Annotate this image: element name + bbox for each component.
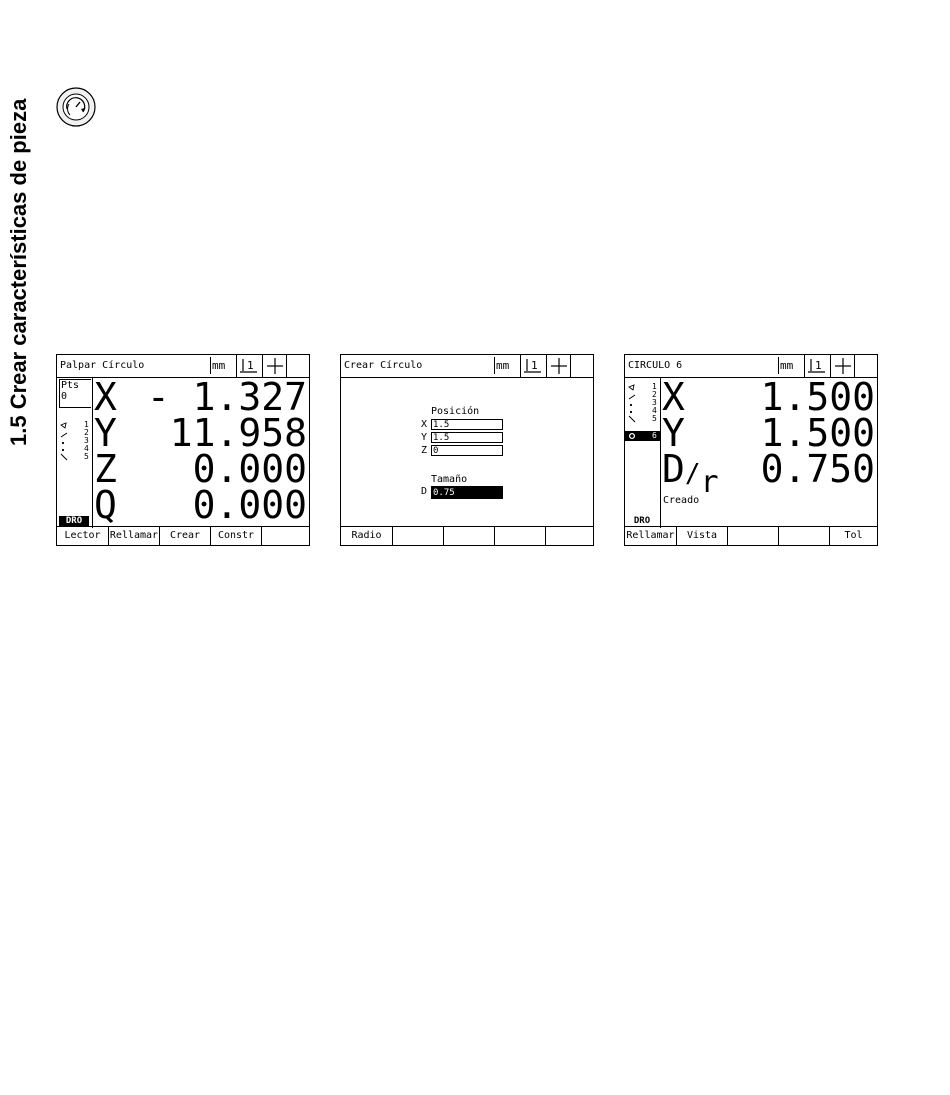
datum-ref-icon (237, 355, 263, 377)
dro-tab[interactable]: DRO (627, 516, 657, 526)
softkey-bar (57, 526, 309, 545)
datum-ref-icon (521, 355, 547, 377)
screen-title: Palpar Círculo (60, 360, 145, 371)
title-bar-blank-cell (570, 355, 594, 377)
softkey-blank-4[interactable] (778, 527, 829, 545)
size-d-input[interactable]: 0.75 (431, 486, 503, 499)
units-indicator[interactable]: mm (210, 357, 236, 374)
softkey-bar (625, 526, 877, 545)
axis-y-value: 11.958 (169, 411, 307, 455)
softkey-radio[interactable]: Radio (351, 530, 382, 541)
axis-x-label: X (662, 375, 685, 419)
softkey-tol[interactable]: Tol (829, 527, 877, 545)
points-value: 0 (61, 391, 68, 402)
dr-label-d: D (662, 447, 685, 491)
screen-title: CIRCULO 6 (628, 360, 683, 371)
crosshair-indicator[interactable] (546, 355, 571, 377)
feature-list-panel (57, 377, 93, 528)
status-text: Creado (663, 495, 700, 506)
dial-knob-icon (56, 87, 96, 127)
softkey-lector[interactable]: Lector (64, 530, 101, 541)
dr-label-r: r (700, 465, 719, 500)
ref-number: 1 (531, 359, 538, 372)
position-heading: Posición (431, 406, 480, 417)
ref-number: 1 (815, 359, 822, 372)
softkey-blank-2[interactable] (392, 527, 443, 545)
units-indicator[interactable]: mm (778, 357, 804, 374)
position-z-input[interactable]: 0 (431, 445, 503, 456)
screen-title: Crear Círculo (344, 360, 423, 371)
title-bar (341, 355, 593, 378)
crosshair-indicator[interactable] (830, 355, 855, 377)
axis-z-label: Z (94, 447, 117, 491)
screen-circulo-resultado (624, 354, 878, 546)
softkey-blank-5[interactable] (545, 527, 593, 545)
axis-y-label: Y (662, 411, 685, 455)
screen-palpar-circulo (56, 354, 310, 546)
softkey-rellamar[interactable]: Rellamar (626, 530, 675, 541)
axis-q-value: 0.000 (192, 483, 307, 527)
field-y-label: Y (421, 432, 428, 443)
axis-y-label: Y (94, 411, 117, 455)
reference-indicator[interactable] (236, 355, 263, 377)
position-x-input[interactable]: 1.5 (431, 419, 503, 430)
feature-list-panel (625, 377, 661, 528)
field-z-label: Z (421, 445, 428, 456)
position-y-input[interactable]: 1.5 (431, 432, 503, 443)
section-title: 1.5 Crear características de pieza (6, 98, 31, 446)
softkey-bar (341, 526, 593, 545)
softkey-vista[interactable]: Vista (676, 527, 727, 545)
size-heading: Tamaño (431, 474, 468, 485)
points-counter (59, 379, 91, 408)
field-d-label: D (421, 486, 428, 497)
softkey-blank-4[interactable] (494, 527, 545, 545)
units-indicator[interactable]: mm (494, 357, 520, 374)
selected-feature-number: 6 (652, 431, 657, 440)
selected-feature-row[interactable] (625, 431, 660, 441)
axis-x-value: 1.500 (760, 375, 875, 419)
axis-q-label: Q (94, 483, 117, 527)
reference-indicator[interactable] (520, 355, 547, 377)
title-bar-blank-cell (286, 355, 310, 377)
diameter-value: 0.750 (760, 447, 875, 491)
datum-ref-icon (805, 355, 831, 377)
softkey-blank[interactable] (261, 527, 309, 545)
circle-feature-icon (628, 431, 640, 441)
field-x-label: X (421, 419, 428, 430)
title-bar-blank-cell (854, 355, 878, 377)
crosshair-icon (831, 355, 855, 377)
crosshair-icon (547, 355, 571, 377)
dro-tab[interactable]: DRO (59, 516, 89, 526)
points-label: Pts (61, 380, 80, 391)
crosshair-indicator[interactable] (262, 355, 287, 377)
diameter-radius-label (662, 447, 719, 500)
axis-x-label: X (94, 375, 117, 419)
axis-x-value: - 1.327 (146, 375, 307, 419)
feature-numbers: 12345 (84, 420, 89, 461)
feature-numbers: 12345 (652, 382, 657, 423)
softkey-blank-3[interactable] (443, 527, 494, 545)
softkey-rellamar[interactable]: Rellamar (108, 527, 159, 545)
ref-number: 1 (247, 359, 254, 372)
axis-z-value: 0.000 (192, 447, 307, 491)
axis-y-value: 1.500 (760, 411, 875, 455)
crosshair-icon (263, 355, 287, 377)
screen-crear-circulo (340, 354, 594, 546)
dr-label-slash: / (684, 459, 701, 489)
softkey-crear[interactable]: Crear (159, 527, 210, 545)
reference-indicator[interactable] (804, 355, 831, 377)
softkey-blank-3[interactable] (727, 527, 778, 545)
softkey-constr[interactable]: Constr (210, 527, 261, 545)
